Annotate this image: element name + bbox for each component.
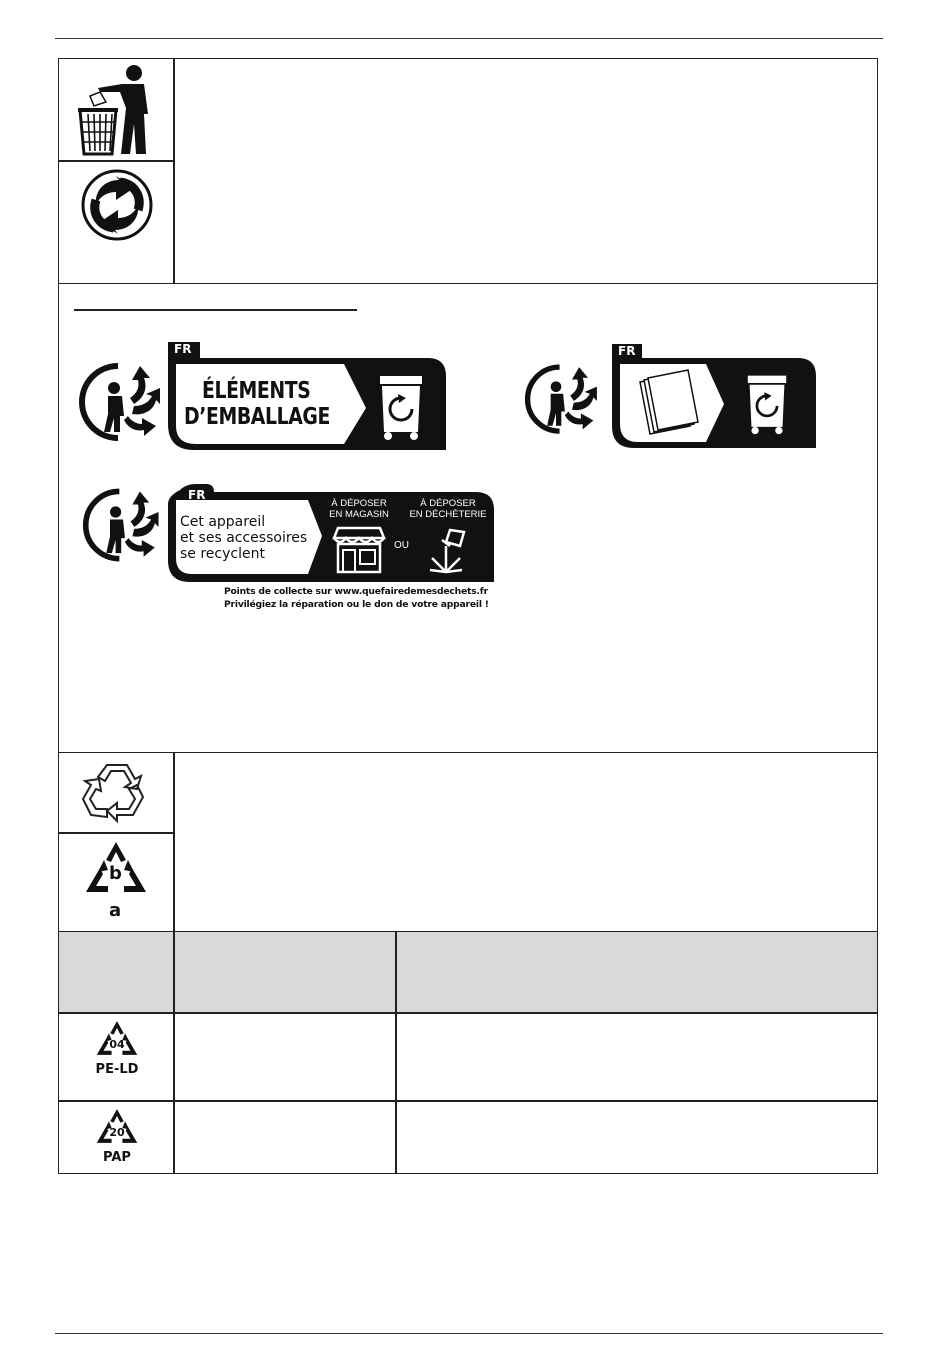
country-badge: FR (618, 344, 636, 358)
repair-note: Privilégiez la réparation ou le don de votre appareil ! (224, 599, 489, 610)
table-divider (58, 160, 174, 162)
triman-icon (524, 360, 604, 440)
mobius-recycling-icon (62, 754, 172, 832)
recycling-symbols-table (58, 752, 878, 932)
store-label-line1: À DÉPOSER (331, 498, 387, 509)
collect-points-note: Points de collecte sur www.quefairedemesdechets.fr (224, 586, 488, 597)
shop-icon (330, 524, 388, 574)
table-divider (173, 752, 175, 932)
triman-icon (82, 484, 166, 568)
header-rule (55, 38, 883, 39)
material-code-icon (62, 1102, 172, 1172)
recycle-bin-icon (376, 372, 426, 442)
material-legend-top: b (109, 863, 122, 884)
packaging-title-line2: D’EMBALLAGE (184, 404, 330, 430)
section-heading-underline (74, 309, 357, 311)
country-badge: FR (174, 342, 192, 356)
table-divider (173, 58, 175, 284)
material-abbreviation: PAP (103, 1150, 131, 1165)
triman-paper-label (524, 342, 820, 452)
store-label-line2: EN MAGASIN (329, 509, 389, 520)
table-divider (395, 931, 397, 1174)
material-code-icon (62, 1014, 172, 1098)
dechetterie-icon (420, 524, 472, 576)
material-code-icon (62, 834, 172, 930)
disposal-symbols-table (58, 58, 878, 284)
packaging-title-line1: ÉLÉMENTS (202, 378, 311, 404)
materials-table (58, 931, 878, 1174)
recycle-bin-icon (744, 372, 790, 436)
material-code-number: 20 (109, 1126, 125, 1139)
table-header-border (58, 1012, 878, 1014)
green-dot-icon (62, 163, 172, 247)
material-code-number: 04 (109, 1038, 125, 1051)
material-abbreviation: PE-LD (95, 1062, 139, 1077)
country-badge: FR (188, 488, 206, 502)
appliance-text-line1: Cet appareil (180, 514, 266, 530)
tidyman-disposal-icon (62, 60, 172, 160)
footer-rule (55, 1333, 883, 1334)
appliance-text-line3: se recyclent (180, 546, 265, 562)
or-label: OU (394, 540, 409, 551)
material-legend-bottom: a (109, 900, 122, 921)
triman-appliance-label (82, 480, 496, 615)
triman-icon (78, 358, 168, 448)
table-divider (173, 931, 175, 1174)
appliance-text-line2: et ses accessoires (180, 530, 308, 546)
triman-packaging-label (78, 340, 448, 455)
table-row-border (58, 1100, 878, 1102)
dechetterie-label-line1: À DÉPOSER (420, 498, 476, 509)
dechetterie-label-line2: EN DÉCHÈTERIE (409, 509, 487, 520)
